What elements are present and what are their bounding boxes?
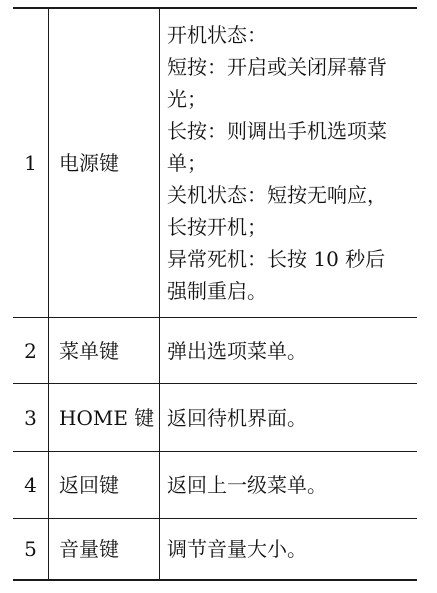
row-number: 3 <box>13 384 49 452</box>
table-row <box>13 318 417 384</box>
function-line: 单； <box>167 151 207 175</box>
row-number: 1 <box>13 8 49 318</box>
function-line: 强制重启。 <box>167 279 267 303</box>
key-name: 音量键 <box>49 519 160 581</box>
function-line: 长按：则调出手机选项菜 <box>167 119 387 143</box>
table-row <box>13 519 417 581</box>
key-name: 返回键 <box>49 452 160 519</box>
function-line: 调节音量大小。 <box>167 537 307 561</box>
table-row <box>13 452 417 519</box>
function-line: 光； <box>167 87 207 111</box>
row-number: 5 <box>13 519 49 581</box>
key-name: HOME 键 <box>49 384 160 452</box>
key-name: 菜单键 <box>49 318 160 384</box>
row-number: 4 <box>13 452 49 519</box>
function-line: 弹出选项菜单。 <box>167 338 307 363</box>
key-function <box>160 519 418 581</box>
key-function-table <box>13 7 417 581</box>
function-line: 开机状态： <box>167 23 267 47</box>
key-function <box>160 384 418 452</box>
function-line: 短按：开启或关闭屏幕背 <box>167 55 387 79</box>
key-function <box>160 318 418 384</box>
function-line: 长按开机； <box>167 215 267 239</box>
key-function <box>160 452 418 519</box>
function-line: 异常死机：长按 10 秒后 <box>167 247 386 271</box>
function-line: 返回上一级菜单。 <box>167 473 327 497</box>
key-function <box>160 8 418 318</box>
table-row <box>13 384 417 452</box>
table-row <box>13 8 417 318</box>
function-line: 返回待机界面。 <box>167 405 307 430</box>
key-name: 电源键 <box>49 8 160 318</box>
function-line: 关机状态：短按无响应， <box>167 183 387 207</box>
row-number: 2 <box>13 318 49 384</box>
